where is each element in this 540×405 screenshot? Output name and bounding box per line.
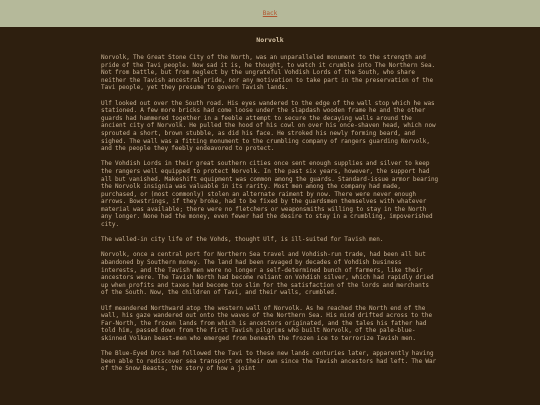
top-nav-bar xyxy=(0,0,540,27)
back-link[interactable]: Back xyxy=(262,10,278,17)
story-paragraph: The Blue-Eyed Orcs had followed the Tavi to these new lands centuries later, apparently having been able to rediscover sea transport on their own since the Tavish ancestors had left. The War of the Snow Beasts, the story of how a joint xyxy=(101,350,437,373)
story-paragraph: Ulf meandered Northward atop the western wall of Norvolk. As he reached the North end of the wall, his gaze wandered out onto the waves of the Northern Sea. His mind drifted across to the Far-North, the frozen lands from which is ancestors originated, and the tales his father had told him, passed down from the first Tavish pilgrims who built Norvolk, of the pale-blue-skinned Volkan beast-men who emerged from beneath the frozen ice to terrorize Tavish men. xyxy=(101,304,433,342)
story-paragraph: The walled-in city life of the Vohds, thought Ulf, is ill-suited for Tavish men. xyxy=(101,236,384,244)
story-paragraph: Norvolk, once a central port for Northern Sea travel and Vohdish-run trade, had been all but abandoned by Southern money. The land had been ravaged by decades of Vohdish business interests, and the Tavish men were no longer a self-determined bunch of farmers, like their ancestors were. The Tavish North had become reliant on Vohdish silver, which had rapidly dried up when profits and taxes had become too slim for the satisfaction of the lords and merchants of the South. Now, the children of Tavi, and their walls, crumbled. xyxy=(101,251,434,297)
story-paragraph: Norvolk, The Great Stone City of the North, was an unparalleled monument to the strength and pride of the Tavi people. Now sad it is, he thought, to watch it crumble into The Northern Sea. Not from battle, but from neglect by the ungrateful Vohdish Lords of the South, who share neither the Tavish ancestral pride, nor any motivation to take part in the preservation of the Tavi people, yet they presume to govern Tavish lands. xyxy=(101,54,436,92)
story-paragraph: The Vohdish Lords in their great southern cities once sent enough supplies and silver to keep the rangers well equipped to protect Norvolk. In the past six years, however, the support had all but vanished. Makeshift equipment was common among the guards. Standard-issue armor bearing the Norvolk insignia was valuable in its rarity. Most men among the company had made, purchased, or (most commonly) stolen an alternate raiment by now. There were never enough arrows. Bowstrings, if they broke, had to be fixed by the guardsmen themselves with whatever material was available; there were no fletchers or weaponsmiths willing to stay in the North any longer. None had the money, even fewer had the desire to stay in a crumbling, impoverished city. xyxy=(101,160,439,229)
page-title: Norvolk xyxy=(256,36,284,44)
story-paragraph: Ulf looked out over the South road. His eyes wandered to the edge of the wall stop which he was stationed. A few more bricks had come loose under the slapdash wooden frame he and the other guards had hammered together in a feeble attempt to secure the decaying walls around the ancient city of Norvolk. He pulled the hood of his cowl on over his once-shaven head, which now sprouted a short, brown stubble, as did his face. He stroked his newly forming beard, and sighed. The wall was a fitting monument to the crumbling company of rangers guarding Norvolk, and the people they feebly endeavored to protect. xyxy=(101,99,436,153)
story-content xyxy=(101,36,439,405)
